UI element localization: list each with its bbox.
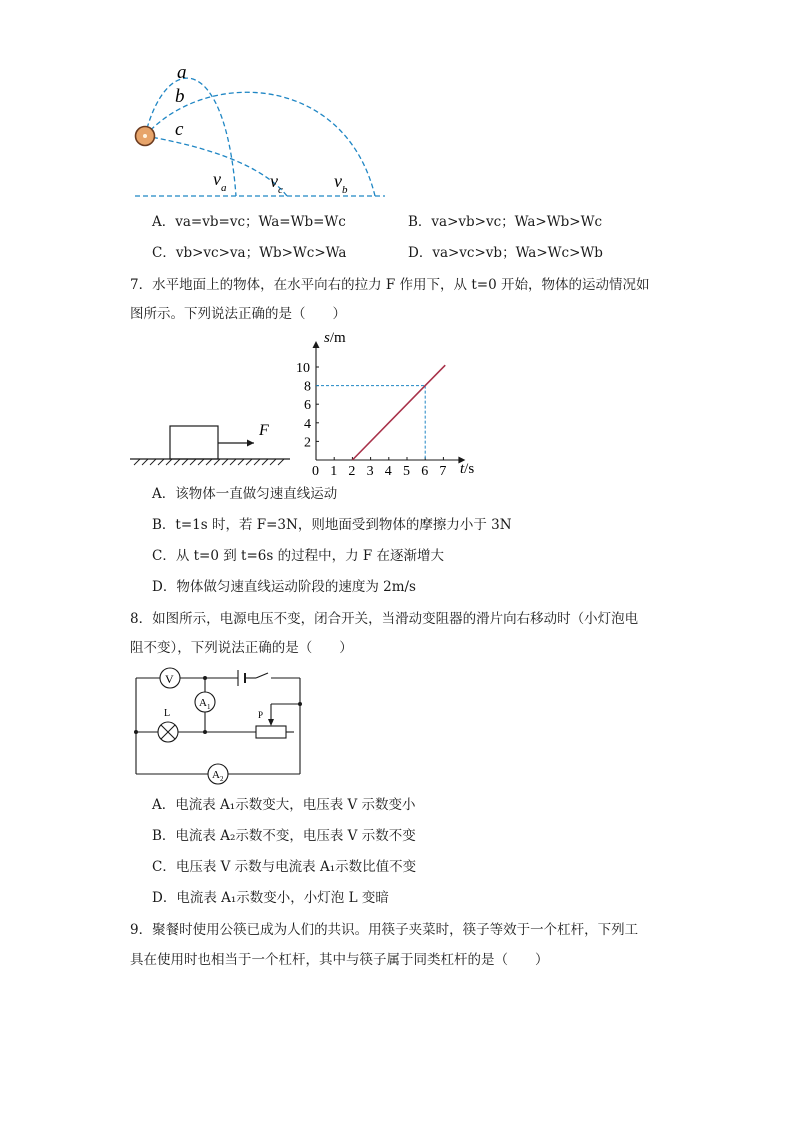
q9-stem-line1: 9．聚餐时使用公筷已成为人们的共识。用筷子夹菜时，筷子等效于一个杠杆，下列工 bbox=[130, 922, 639, 938]
speed-label-va: $v_a$ bbox=[213, 169, 227, 194]
force-arrowhead bbox=[247, 440, 254, 447]
q7-stem-line1: 7．水平地面上的物体，在水平向右的拉力 F 作用下，从 t=0 开始，物体的运动情况如 bbox=[130, 277, 650, 293]
switch-blade bbox=[256, 673, 268, 678]
q8-stem-line1: 8．如图所示，电源电压不变，闭合开关，当滑动变阻器的滑片向右移动时（小灯泡电 bbox=[130, 611, 639, 627]
projectile-figure bbox=[125, 58, 395, 203]
ammeter-a1-label: $A_1$ bbox=[199, 697, 211, 711]
x-tick-label: 1 bbox=[330, 464, 338, 477]
ball-highlight bbox=[143, 134, 147, 138]
rheostat bbox=[256, 726, 286, 738]
curve-label-b: b bbox=[175, 86, 185, 107]
x-tick-label: 0 bbox=[312, 464, 319, 477]
q6-option-d: D．va>vc>vb；Wa>Wc>Wb bbox=[408, 245, 603, 261]
q8-option-b: B．电流表 A₂示数不变，电压表 V 示数不变 bbox=[152, 828, 416, 844]
x-tick-label: 7 bbox=[439, 464, 447, 477]
y-tick-label: 6 bbox=[304, 398, 311, 414]
force-label: F bbox=[259, 422, 269, 439]
x-tick-label: 6 bbox=[421, 464, 429, 477]
x-axis-label: t/s bbox=[460, 461, 475, 477]
curve-a bbox=[145, 78, 236, 196]
slider-arrowhead bbox=[268, 719, 274, 726]
q7-option-c: C．从 t=0 到 t=6s 的过程中，力 F 在逐渐增大 bbox=[152, 548, 445, 564]
q8-option-c: C．电压表 V 示数与电流表 A₁示数比值不变 bbox=[152, 859, 417, 875]
y-axis-label: s/m bbox=[324, 330, 346, 346]
voltmeter-label: V bbox=[165, 672, 174, 686]
curve-label-c: c bbox=[175, 119, 184, 140]
series-line bbox=[352, 365, 445, 460]
q7-option-b: B．t=1s 时，若 F=3N，则地面受到物体的摩擦力小于 3N bbox=[152, 517, 512, 533]
ground-hatching bbox=[134, 459, 284, 465]
circuit-diagram bbox=[128, 662, 308, 786]
q8-option-d: D．电流表 A₁示数变小，小灯泡 L 变暗 bbox=[152, 890, 389, 906]
x-tick-label: 4 bbox=[384, 464, 392, 477]
y-tick-label: 4 bbox=[304, 416, 311, 432]
q9-stem-line2: 具在使用时也相当于一个杠杆，其中与筷子属于同类杠杆的是（ ） bbox=[130, 952, 549, 968]
y-tick-label: 10 bbox=[296, 361, 310, 376]
slider-label: P bbox=[258, 710, 264, 720]
curve-label-a: a bbox=[177, 62, 187, 83]
q6-option-a: A．va=vb=vc；Wa=Wb=Wc bbox=[152, 214, 346, 230]
x-tick-label: 2 bbox=[348, 464, 356, 477]
lamp-label: L bbox=[164, 708, 171, 719]
x-tick-label: 3 bbox=[366, 464, 374, 477]
s-t-chart bbox=[290, 322, 490, 477]
speed-label-vc: $v_c$ bbox=[270, 171, 283, 196]
speed-label-vb: $v_b$ bbox=[334, 171, 348, 196]
q7-option-d: D．物体做匀速直线运动阶段的速度为 2m/s bbox=[152, 579, 416, 595]
q8-option-a: A．电流表 A₁示数变大，电压表 V 示数变小 bbox=[152, 797, 416, 813]
q7-option-a: A．该物体一直做匀速直线运动 bbox=[152, 486, 338, 502]
q6-option-b: B．va>vb>vc；Wa>Wb>Wc bbox=[408, 214, 603, 230]
x-tick-label: 5 bbox=[403, 464, 410, 477]
block bbox=[170, 426, 218, 459]
ammeter-a2-label: $A_2$ bbox=[212, 769, 224, 783]
block-force-figure bbox=[130, 415, 290, 470]
y-axis-arrow bbox=[313, 341, 320, 348]
y-tick-label: 2 bbox=[304, 435, 311, 451]
q7-stem-line2: 图所示。下列说法正确的是（ ） bbox=[130, 306, 346, 322]
q6-option-c: C．vb>vc>va；Wb>Wc>Wa bbox=[152, 245, 347, 261]
q8-stem-line2: 阻不变），下列说法正确的是（ ） bbox=[130, 640, 353, 656]
y-tick-label: 8 bbox=[304, 379, 311, 395]
